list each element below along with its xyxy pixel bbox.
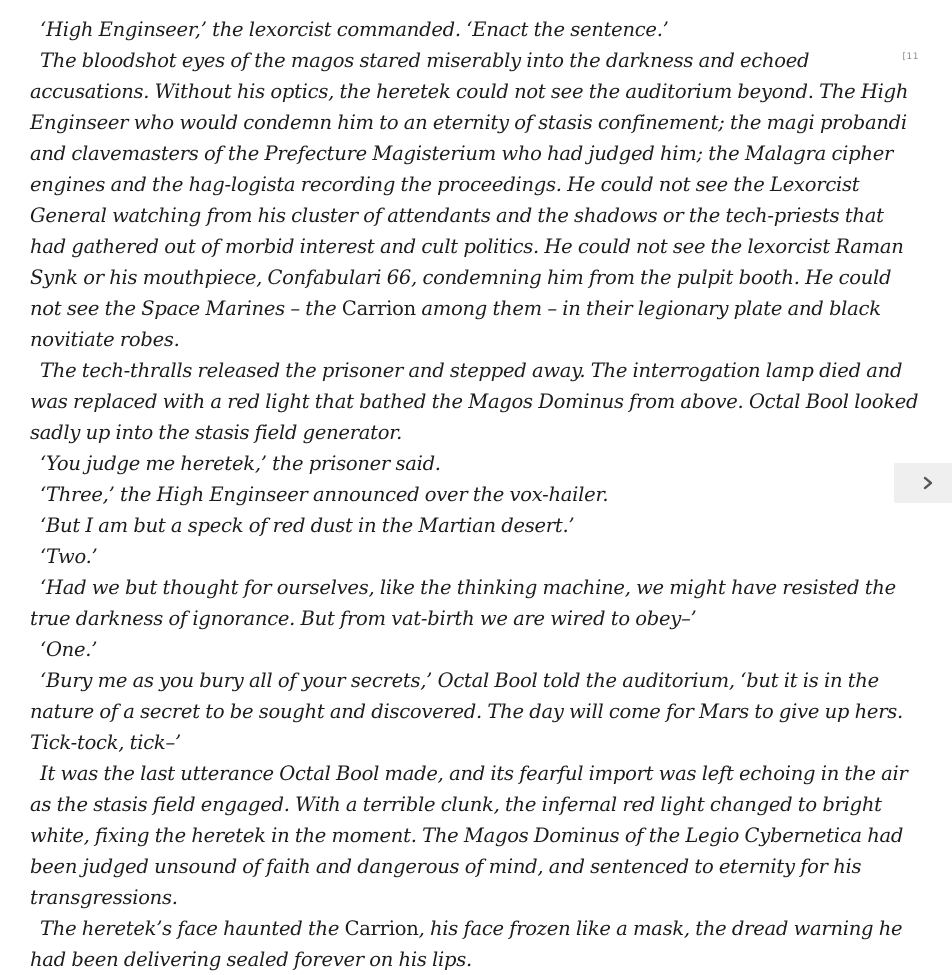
paragraph-text: The heretek’s face haunted the [40, 917, 345, 940]
paragraph [30, 510, 922, 541]
next-page-button[interactable] [894, 463, 952, 503]
paragraph [30, 634, 922, 665]
paragraph-text: ‘Had we but thought for ourselves, like the thinking machine, we might have resisted the true darkness of ignorance. But from vat-birth we are wired to obey–’ [30, 576, 896, 630]
page-number: [11 [902, 52, 919, 62]
paragraph-text: It was the last utterance Octal Bool made, and its fearful import was left echoing in the air as the stasis field engaged. With a terrible clunk, the infernal red light changed to bright white, fixing the heretek in the moment. The Magos Dominus of the Legio Cybernetica had been judged unsound of faith and dangerous of mind, and sentenced to eternity for his transgressions. [30, 762, 908, 909]
paragraph [30, 913, 922, 975]
paragraph-text: ‘One.’ [40, 638, 98, 661]
paragraph [30, 572, 922, 634]
paragraph [30, 14, 922, 45]
ship-name: Carrion [344, 917, 419, 940]
paragraph-text: ‘Bury me as you bury all of your secrets,’ Octal Bool told the auditorium, ‘but it is in the nature of a secret to be sought and discovered. The day will come for Mars to give up hers. Tick-tock, tick–’ [30, 669, 903, 754]
paragraph-text: ‘High Enginseer,’ the lexorcist commanded. ‘Enact the sentence.’ [40, 18, 669, 41]
ship-name: Carrion [341, 297, 416, 320]
book-page [30, 14, 922, 975]
paragraph-text: ‘You judge me heretek,’ the prisoner said. [40, 452, 441, 475]
paragraph [30, 541, 922, 572]
paragraph-text: The tech-thralls released the prisoner and stepped away. The interrogation lamp died and was replaced with a red light that bathed the Magos Dominus from above. Octal Bool looked sadly up into the stasis field generator. [30, 359, 919, 444]
paragraph-text: ‘Three,’ the High Enginseer announced over the vox-hailer. [40, 483, 609, 506]
paragraph-text: ‘But I am but a speck of red dust in the Martian desert.’ [40, 514, 575, 537]
paragraph [30, 758, 922, 913]
paragraph-text: ‘Two.’ [40, 545, 98, 568]
paragraph [30, 355, 922, 448]
paragraph [30, 45, 922, 355]
paragraph [30, 448, 922, 479]
paragraph-text: The bloodshot eyes of the magos stared miserably into the darkness and echoed accusations. Without his optics, the heretek could not see the auditorium beyond. The High Enginseer who would condemn him to an eternity of stasis confinement; the magi probandi and clavemasters of the Prefecture Magisterium who had judged him; the Malagra cipher engines and the hag-logista recording the proceedings. He could not see the Lexorcist General watching from his cluster of attendants and the shadows or the tech-priests that had gathered out of morbid interest and cult politics. He could not see the lexorcist Raman Synk or his mouthpiece, Confabulari 66, condemning him from the pulpit booth. He could not see the Space Marines – the [30, 49, 909, 320]
paragraph [30, 665, 922, 758]
paragraph-text: , his face frozen like a mask, the dread warning he had been delivering sealed forever on his lips. [30, 917, 903, 971]
paragraph-text: among them – in their legionary plate and black novitiate robes. [30, 297, 881, 351]
paragraph [30, 479, 922, 510]
chevron-right-icon [912, 476, 934, 490]
